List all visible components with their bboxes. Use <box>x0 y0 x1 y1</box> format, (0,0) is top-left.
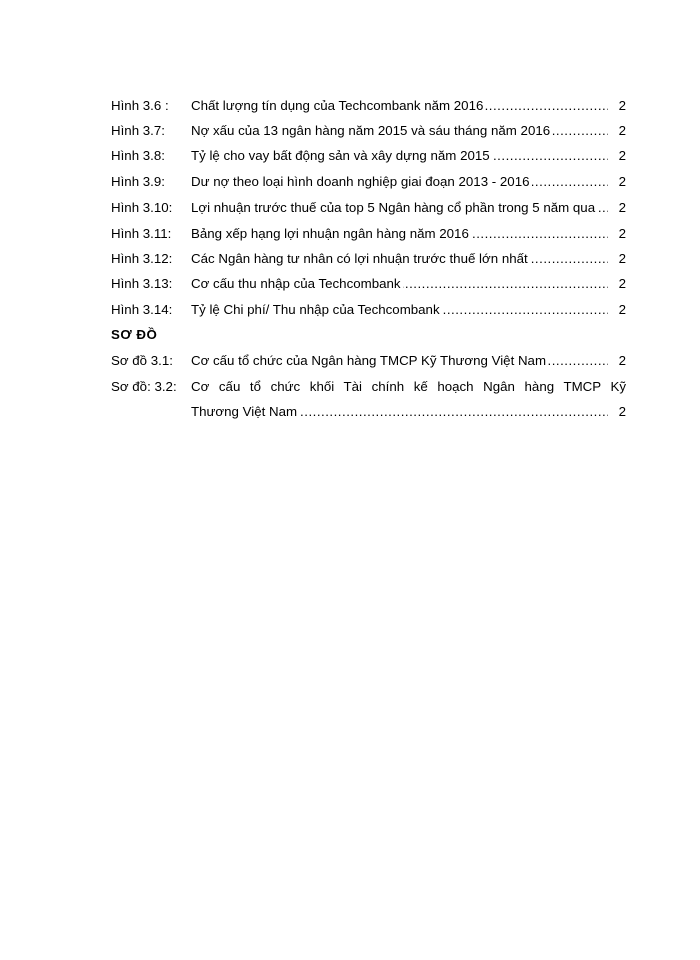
entry-page-number: 2 <box>618 226 626 241</box>
figure-entry-3-9 <box>111 172 626 192</box>
figure-entry-3-6 <box>111 96 626 116</box>
entry-page-number: 2 <box>618 251 626 266</box>
entry-page-number: 2 <box>618 148 626 163</box>
entry-title-line-1: Cơ cấu tổ chức khối Tài chính kế hoạch Ngân hàng TMCP Kỹ <box>191 379 626 394</box>
entry-title: Cơ cấu thu nhập của Techcombank ..... <box>191 274 608 294</box>
entry-label: Hình 3.7: <box>111 123 165 138</box>
figure-entry-3-8 <box>111 146 626 166</box>
entry-label: Hình 3.12: <box>111 251 173 266</box>
diagrams-section-heading: SƠ ĐỒ <box>111 327 158 342</box>
entry-title-line-2: Thương Việt Nam ..... <box>191 399 608 424</box>
entry-title: Các Ngân hàng tư nhân có lợi nhuận trước thuế lớn nhất ..... <box>191 249 608 269</box>
figure-entry-3-7 <box>111 121 626 141</box>
entry-page-number: 2 <box>618 200 626 215</box>
figure-entry-3-13 <box>111 274 626 294</box>
entry-title: Lợi nhuận trước thuế của top 5 Ngân hàng cổ phần trong 5 năm qua ..... <box>191 198 608 218</box>
entry-title: Bảng xếp hạng lợi nhuận ngân hàng năm 2016 ..... <box>191 224 608 244</box>
figure-entry-3-12 <box>111 249 626 269</box>
figure-entry-3-10 <box>111 198 626 218</box>
entry-page-number: 2 <box>618 98 626 113</box>
entry-page-number: 2 <box>618 174 626 189</box>
entry-title: Chất lượng tín dụng của Techcombank năm 2016 ..... <box>191 96 608 116</box>
entry-title: Tỷ lệ Chi phí/ Thu nhập của Techcombank ..... <box>191 300 608 320</box>
entry-title: Nợ xấu của 13 ngân hàng năm 2015 và sáu tháng năm 2016 ..... <box>191 121 608 141</box>
figure-entry-3-11 <box>111 224 626 244</box>
entry-page-number: 2 <box>618 302 626 317</box>
diagram-entry-3-1 <box>111 351 626 371</box>
entry-label: Hình 3.14: <box>111 302 173 317</box>
entry-label: Hình 3.9: <box>111 174 165 189</box>
entry-page-number: 2 <box>618 276 626 291</box>
entry-label: Hình 3.13: <box>111 276 173 291</box>
entry-label: Hình 3.8: <box>111 148 165 163</box>
figure-entry-3-14 <box>111 300 626 320</box>
entry-label: Hình 3.11: <box>111 226 172 241</box>
entry-label: Sơ đồ: 3.2: <box>111 379 177 394</box>
entry-page-number: 2 <box>618 123 626 138</box>
entry-title: Cơ cấu tổ chức của Ngân hàng TMCP Kỹ Thương Việt Nam ..... <box>191 351 608 371</box>
entry-page-number: 2 <box>618 404 626 419</box>
entry-label: Hình 3.10: <box>111 200 173 215</box>
entry-page-number: 2 <box>618 353 626 368</box>
entry-label: Sơ đồ 3.1: <box>111 353 173 368</box>
entry-title: Tỷ lệ cho vay bất động sản và xây dựng năm 2015 ..... <box>191 146 608 166</box>
entry-label: Hình 3.6 : <box>111 98 169 113</box>
entry-title: Dư nợ theo loại hình doanh nghiệp giai đoạn 2013 - 2016 ..... <box>191 172 608 192</box>
